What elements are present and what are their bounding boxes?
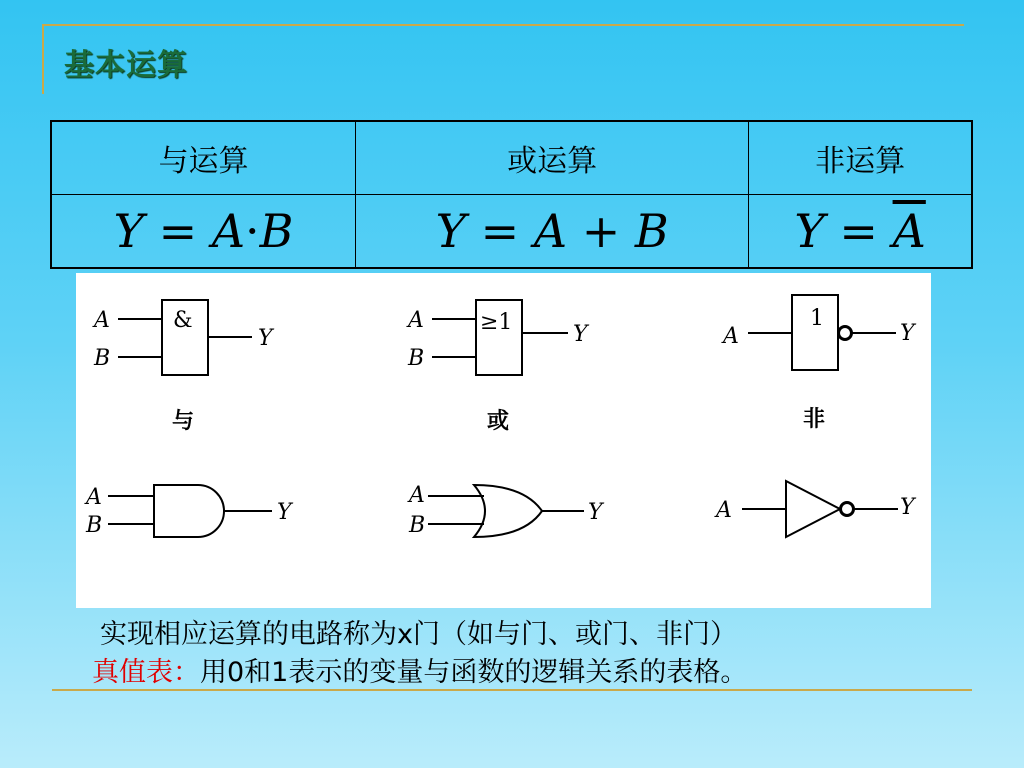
or-ansi-gate [474,485,542,537]
and-ansi-input-a: A [86,485,102,510]
or-ansi-output: Y [588,500,603,525]
and-iec-input-a: A [94,308,110,333]
or-iec-input-a: A [408,308,424,333]
truth-table-definition [92,650,747,689]
gate-diagram [76,273,931,608]
formula-and-b: B [259,204,294,258]
truth-table-text: 用0和1表示的变量与函数的逻辑关系的表格。 [200,657,748,688]
header-or: 或运算 [356,121,749,195]
formula-not-lhs: Y [794,204,825,258]
caption-and: 与 [172,409,195,434]
or-ansi-input-a: A [409,483,425,508]
left-rule [42,24,44,94]
formula-or-eq: = [480,204,520,258]
formula-or-b: B [634,204,669,258]
formula-or [356,195,749,269]
bottom-rule [52,689,972,691]
header-and: 与运算 [51,121,356,195]
slide-title: 基本运算 [64,48,188,83]
formula-and-a: A [211,204,246,258]
gate-definition-text: 实现相应运算的电路称为x门（如与门、或门、非门） [100,619,737,650]
formula-not-eq: = [839,204,878,258]
caption-not: 非 [803,407,826,432]
caption-or: 或 [487,409,510,434]
or-iec-output: Y [573,322,588,347]
formula-or-a: A [533,204,568,258]
formula-or-lhs: Y [435,204,467,258]
formula-and-op: · [245,204,260,258]
formula-and [51,195,356,269]
formula-and-lhs: Y [113,204,145,258]
not-iec-output: Y [900,321,915,346]
and-ansi-output: Y [277,500,292,525]
not-ansi-gate [786,481,840,537]
or-ansi-input-b: B [409,513,426,538]
or-iec-symbol: ≥1 [480,310,513,335]
not-ansi-output: Y [900,495,915,520]
and-ansi-gate [154,485,224,537]
formula-not [749,195,972,269]
not-ansi-input-a: A [716,498,732,523]
formula-or-op: + [581,204,621,258]
operations-table [50,120,973,269]
or-iec-input-b: B [408,346,425,371]
not-iec-symbol: 1 [810,306,824,331]
truth-table-label: 真值表： [92,657,200,688]
and-iec-output: Y [258,326,273,351]
and-ansi-input-b: B [86,513,103,538]
header-not: 非运算 [749,121,972,195]
not-iec-bubble [839,327,852,340]
not-ansi-bubble [841,503,854,516]
gate-diagram-svg [76,273,931,608]
formula-and-eq: = [158,204,198,258]
and-iec-input-b: B [94,346,111,371]
and-iec-symbol: & [173,308,193,333]
formula-not-a: $\overline{A}$ [892,204,926,258]
top-rule [42,24,964,26]
not-iec-input-a: A [723,324,739,349]
